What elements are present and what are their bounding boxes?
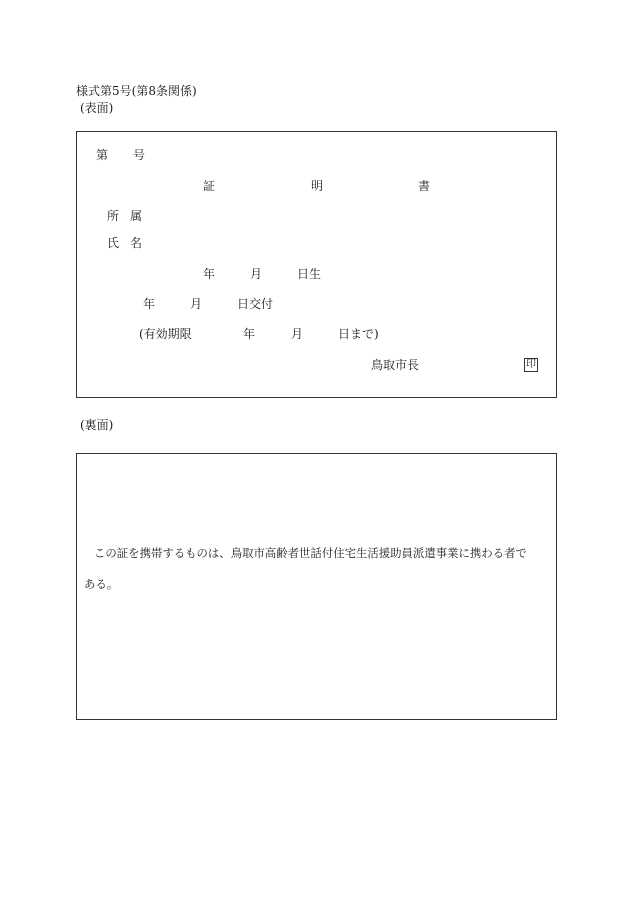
validity-year-label: 年 <box>243 327 256 341</box>
issue-month-label: 月 <box>190 297 203 311</box>
issue-day-label: 日交付 <box>237 297 274 311</box>
validity-prefix: (有効期限 <box>139 327 192 341</box>
birth-day-label: 日生 <box>297 267 322 281</box>
validity-day-label: 日まで) <box>338 327 379 341</box>
birth-month-label: 月 <box>250 267 263 281</box>
certificate-title-char-1: 証 <box>203 179 216 193</box>
seal-mark: 印 <box>526 359 536 370</box>
name-label-char-1: 氏 <box>107 236 120 250</box>
form-title: 様式第5号(第8条関係) <box>76 84 197 98</box>
number-suffix: 号 <box>133 148 146 162</box>
birth-year-label: 年 <box>203 267 216 281</box>
issuer-name: 鳥取市長 <box>371 358 420 372</box>
certificate-title-char-2: 明 <box>311 179 324 193</box>
name-label-char-2: 名 <box>130 236 143 250</box>
number-prefix: 第 <box>96 148 109 162</box>
affiliation-label-char-1: 所 <box>107 209 120 223</box>
certificate-title-char-3: 書 <box>418 179 431 193</box>
back-side-label: (裏面) <box>80 418 114 432</box>
validity-month-label: 月 <box>291 327 304 341</box>
affiliation-label-char-2: 属 <box>130 209 143 223</box>
front-card <box>76 131 557 398</box>
back-card <box>76 453 557 720</box>
front-side-label: (表面) <box>80 101 114 115</box>
issue-year-label: 年 <box>143 297 156 311</box>
back-text-line-1: この証を携帯するものは、鳥取市高齢者世話付住宅生活援助員派遣事業に携わる者で <box>94 546 527 560</box>
back-text-line-2: ある。 <box>84 577 119 591</box>
